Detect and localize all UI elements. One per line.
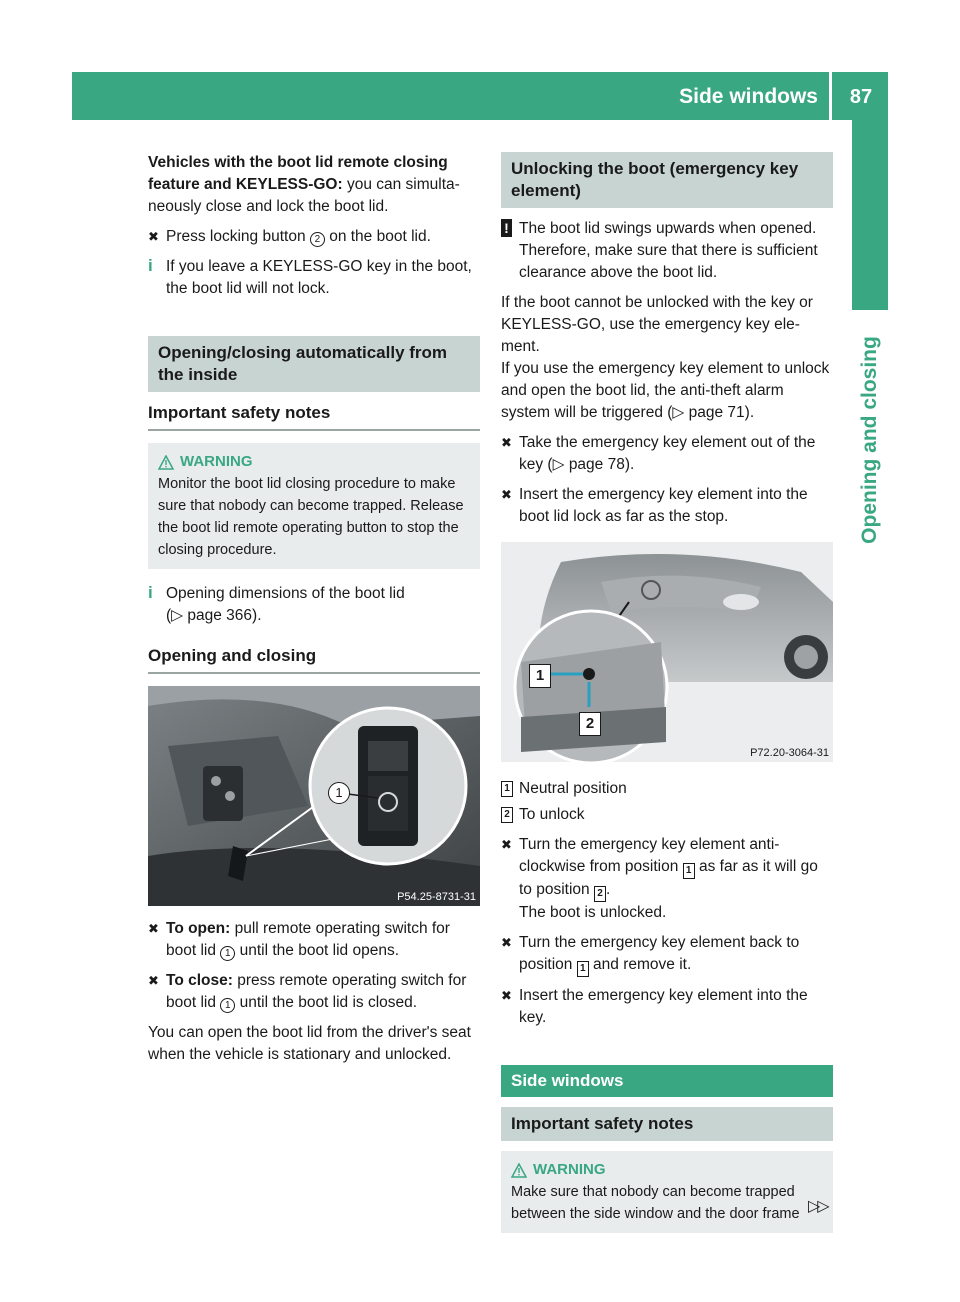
- page-number: 87: [849, 86, 873, 108]
- position-ref: 1: [577, 961, 589, 977]
- step-arrow-icon: ✖: [501, 837, 512, 852]
- page-reference-link[interactable]: (▷ page 366).: [166, 607, 262, 624]
- boot-lock-illustration: [501, 542, 833, 762]
- figure-door-switch: [148, 686, 480, 906]
- info-opening-dimensions: i Opening dimensions of the boot lid (▷ page 366).: [148, 583, 480, 627]
- section-title-unlocking: Unlocking the boot (emergency key element): [501, 152, 833, 208]
- step-arrow-icon: ✖: [501, 988, 512, 1003]
- figure-label-1: 1: [529, 664, 551, 688]
- figure-code: P72.20-3064-31: [750, 747, 829, 759]
- step-take-key: ✖ Take the emergency key element out of the key (▷ page 78).: [501, 434, 816, 473]
- continue-arrows-icon: ▷▷: [808, 1198, 827, 1215]
- warning-triangle-icon: [511, 1163, 527, 1178]
- step-press-locking: ✖ Press locking button 2 on the boot lid.: [148, 226, 480, 248]
- warning-box-side-windows: [501, 1151, 833, 1233]
- step-arrow-icon: ✖: [148, 921, 159, 936]
- door-panel-illustration: [148, 686, 480, 906]
- step-to-open: ✖ To open: pull remote operating switch for boot lid 1 until the boot lid opens.: [148, 920, 450, 959]
- legend-item: 1 Neutral position: [501, 778, 833, 800]
- warning-triangle-icon: [158, 455, 174, 470]
- right-column: [501, 152, 833, 1247]
- section-title-side-windows: Side windows: [501, 1065, 833, 1097]
- figure-code: P54.25-8731-31: [397, 891, 476, 903]
- info-icon: i: [148, 583, 153, 602]
- chapter-tab: [852, 120, 888, 310]
- callout-ref: 1: [220, 998, 235, 1013]
- info-icon: i: [148, 256, 153, 275]
- position-ref: 2: [594, 886, 606, 902]
- subsection-safety-notes: Important safety notes: [501, 1107, 833, 1141]
- header-separator: [829, 72, 832, 120]
- exclamation-icon: !: [501, 219, 512, 237]
- closing-paragraph: You can open the boot lid from the driver's seat when the vehicle is stationary and unlocked.: [148, 1024, 471, 1063]
- paragraph-alarm: If you use the emergency key element to unlock and open the boot lid, the anti-theft alarm system will be triggered (▷ page 71).: [501, 360, 830, 421]
- legend-item: 2 To unlock: [501, 804, 833, 826]
- subheading-safety-notes: Important safety notes: [148, 402, 480, 431]
- callout-ref: 1: [220, 946, 235, 961]
- subheading-opening-closing: Opening and closing: [148, 645, 480, 674]
- figure-label-2: 2: [579, 712, 601, 736]
- step-arrow-icon: ✖: [501, 487, 512, 502]
- caution-note: ! The boot lid swings upwards when opened. Therefore, make sure that there is sufficient clearance above the boot lid.: [501, 218, 833, 284]
- left-column: [148, 152, 480, 1074]
- step-arrow-icon: ✖: [148, 973, 159, 988]
- step-insert-key: ✖ Insert the emergency key element into the boot lid lock as far as the stop.: [501, 486, 808, 525]
- position-ref: 1: [683, 863, 695, 879]
- chapter-label: Opening and closing: [858, 335, 881, 544]
- step-arrow-icon: ✖: [501, 935, 512, 950]
- intro-paragraph: Vehicles with the boot lid remote closing feature and KEYLESS-GO: you can simulta-neously close and lock the boot lid.: [148, 154, 460, 215]
- step-insert-into-key: ✖ Insert the emergency key element into the key.: [501, 987, 808, 1026]
- step-arrow-icon: ✖: [501, 435, 512, 450]
- step-turn-key: ✖ Turn the emergency key element anti-clockwise from position 1 as far as it will go to position 2 . The boot is unlocked.: [501, 834, 833, 924]
- page-section-title: Side windows: [679, 85, 818, 108]
- paragraph-cannot-unlock: If the boot cannot be unlocked with the key or KEYLESS-GO, use the emergency key ele-ment.: [501, 294, 813, 355]
- warning-text: Monitor the boot lid closing procedure to make sure that nobody can become trapped. Release the boot lid remote operating button to stop the closing procedure.: [158, 476, 464, 558]
- step-to-close: ✖ To close: press remote operating switch for boot lid 1 until the boot lid is closed.: [148, 972, 467, 1011]
- info-keyless-note: i If you leave a KEYLESS-GO key in the boot, the boot lid will not lock.: [148, 256, 472, 297]
- figure-boot-lock: [501, 542, 833, 762]
- figure-callout-1: 1: [328, 782, 350, 804]
- callout-ref: 2: [310, 232, 325, 247]
- warning-box: [148, 443, 480, 569]
- step-turn-back: ✖ Turn the emergency key element back to position 1 and remove it.: [501, 932, 833, 977]
- warning-title: WARNING: [158, 451, 470, 473]
- warning-text: Make sure that nobody can become trapped between the side window and the door frame: [511, 1184, 800, 1222]
- warning-title: WARNING: [511, 1159, 823, 1181]
- step-result: The boot is unlocked.: [519, 904, 667, 921]
- section-title-opening-closing: Opening/closing automatically from the inside: [148, 336, 480, 392]
- step-arrow-icon: ✖: [148, 229, 159, 244]
